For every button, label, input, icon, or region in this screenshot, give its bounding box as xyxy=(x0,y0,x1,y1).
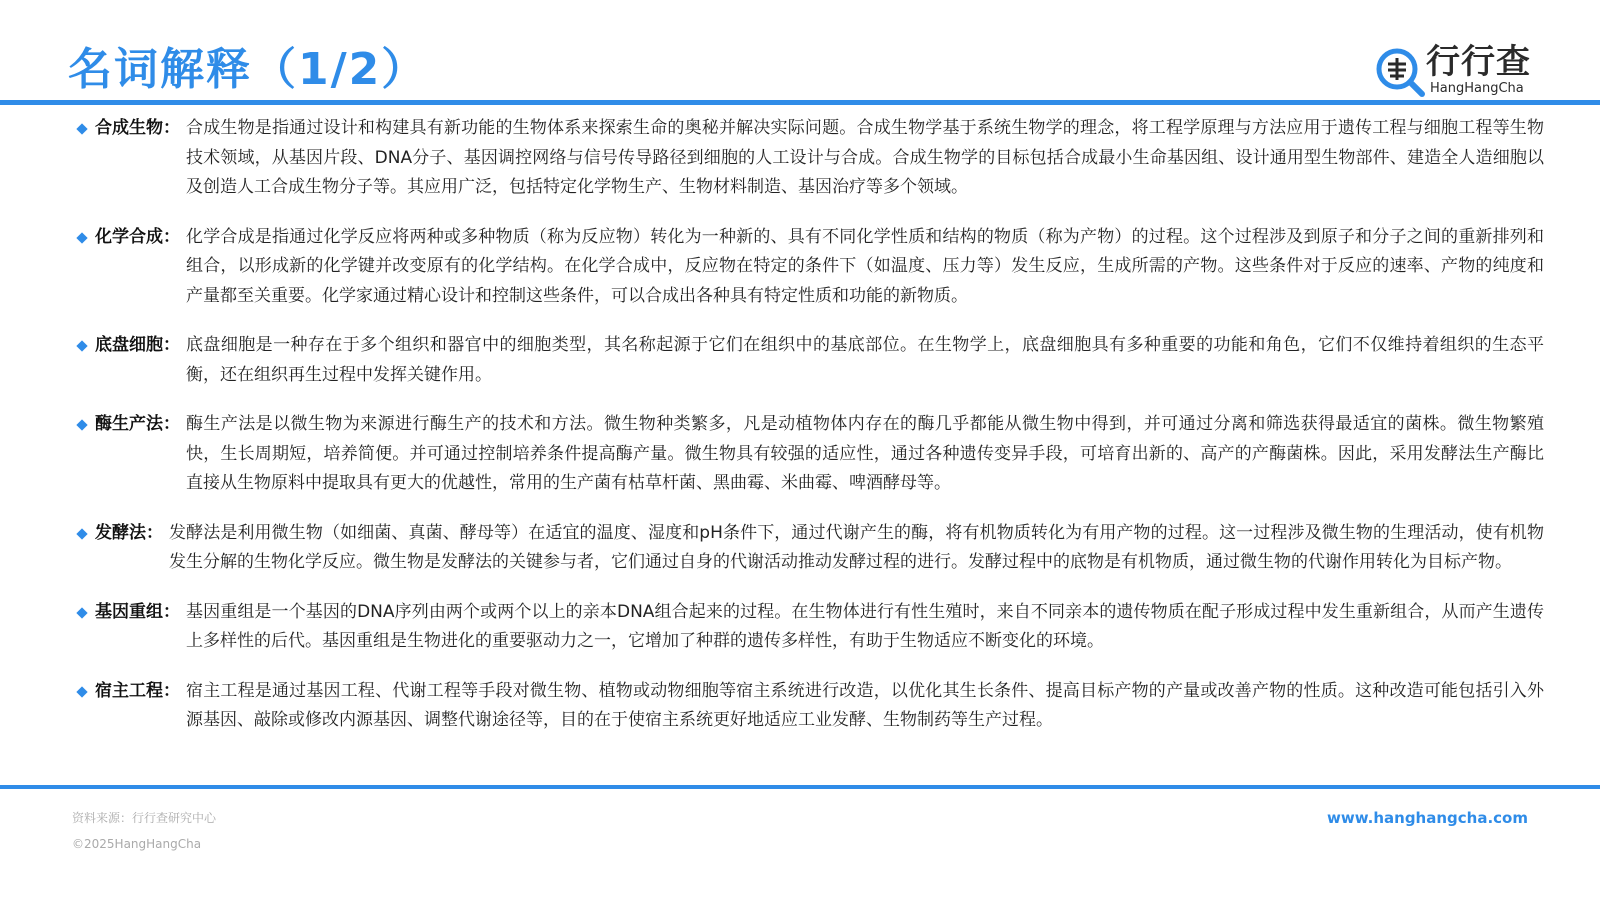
glossary-entry: 基因重组 ： 基因重组是一个基因的DNA序列由两个或两个以上的亲本DNA组合起来的过程。在生物体进行有性生殖时，来自不同亲本的遗传物质在配子形成过程中发生重新组合，从而产生遗传上多样性的后代。基因重组是生物进化的重要驱动力之一，它增加了种群的遗传多样性，有助于生物适应不断变化的环境。 xyxy=(74,598,1544,657)
footer-divider xyxy=(0,785,1600,789)
glossary-term: 宿主工程 xyxy=(95,680,163,701)
glossary-entry: 底盘细胞 ： 底盘细胞是一种存在于多个组织和器官中的细胞类型，其名称起源于它们在组织中的基底部位。在生物学上，底盘细胞具有多种重要的功能和角色，它们不仅维持着组织的生态平衡，还在组织再生过程中发挥关键作用。 xyxy=(74,331,1544,390)
glossary-entry: 合成生物 ： 合成生物是指通过设计和构建具有新功能的生物体系来探索生命的奥秘并解决实际问题。合成生物学基于系统生物学的理念，将工程学原理与方法应用于遗传工程与细胞工程等生物技术领域，从基因片段、DNA分子、基因调控网络与信号传导路径到细胞的人工设计与合成。合成生物学的目标包括合成最小生命基因组、设计通用型生物部件、建造全人造细胞以及创造人工合成生物分子等。其应用广泛，包括特定化学物生产、生物材料制造、基因治疗等多个领域。 xyxy=(74,114,1544,203)
diamond-bullet-icon xyxy=(76,528,87,539)
glossary-definition: 基因重组是一个基因的DNA序列由两个或两个以上的亲本DNA组合起来的过程。在生物体进行有性生殖时，来自不同亲本的遗传物质在配子形成过程中发生重新组合，从而产生遗传上多样性的后代。基因重组是生物进化的重要驱动力之一，它增加了种群的遗传多样性，有助于生物适应不断变化的环境。 xyxy=(186,601,1544,651)
glossary-definition: 宿主工程是通过基因工程、代谢工程等手段对微生物、植物或动物细胞等宿主系统进行改造，以优化其生长条件、提高目标产物的产量或改善产物的性质。这种改造可能包括引入外源基因、敲除或修改内源基因、调整代谢途径等，目的在于使宿主系统更好地适应工业发酵、生物制药等生产过程。 xyxy=(186,680,1544,730)
glossary-definition: 合成生物是指通过设计和构建具有新功能的生物体系来探索生命的奥秘并解决实际问题。合成生物学基于系统生物学的理念，将工程学原理与方法应用于遗传工程与细胞工程等生物技术领域，从基因片段、DNA分子、基因调控网络与信号传导路径到细胞的人工设计与合成。合成生物学的目标包括合成最小生命基因组、设计通用型生物部件、建造全人造细胞以及创造人工合成生物分子等。其应用广泛，包括特定化学物生产、生物材料制造、基因治疗等多个领域。 xyxy=(186,118,1544,197)
glossary-list xyxy=(74,114,1544,756)
glossary-entry: 发酵法 ： 发酵法是利用微生物（如细菌、真菌、酵母等）在适宜的温度、湿度和pH条件下，通过代谢产生的酶，将有机物质转化为有用产物的过程。这一过程涉及微生物的生理活动，使有机物发生分解的生物化学反应。微生物是发酵法的关键参与者，它们通过自身的代谢活动推动发酵过程的进行。发酵过程中的底物是有机物质，通过微生物的代谢作用转化为目标产物。 xyxy=(74,519,1544,578)
glossary-entry: 酶生产法 ： 酶生产法是以微生物为来源进行酶生产的技术和方法。微生物种类繁多，凡是动植物体内存在的酶几乎都能从微生物中得到，并可通过分离和筛选获得最适宜的菌株。微生物繁殖快，生长周期短，培养简便。并可通过控制培养条件提高酶产量。微生物具有较强的适应性，通过各种遗传变异手段，可培育出新的、高产的产酶菌株。因此，采用发酵法生产酶比直接从生物原料中提取具有更大的优越性，常用的生产菌有枯草杆菌、黑曲霉、米曲霉、啤酒酵母等。 xyxy=(74,410,1544,499)
website-link[interactable]: www.hanghangcha.com xyxy=(1327,809,1528,827)
page-title: 名词解释（1/2） xyxy=(68,44,428,95)
glossary-term: 合成生物 xyxy=(95,118,163,138)
glossary-term: 化学合成 xyxy=(95,226,163,247)
copyright-note: ©2025HangHangCha xyxy=(72,837,202,851)
diamond-bullet-icon xyxy=(76,232,87,243)
header-divider xyxy=(0,100,1600,105)
glossary-term: 发酵法 xyxy=(95,522,146,543)
diamond-bullet-icon xyxy=(76,419,87,430)
source-note: 资料来源：行行查研究中心 xyxy=(72,811,217,825)
logo-subtext: HangHangCha xyxy=(1430,81,1524,96)
glossary-definition: 化学合成是指通过化学反应将两种或多种物质（称为反应物）转化为一种新的、具有不同化学性质和结构的物质（称为产物）的过程。这个过程涉及到原子和分子之间的重新排列和组合，以形成新的化学键并改变原有的化学结构。在化学合成中，反应物在特定的条件下（如温度、压力等）发生反应，生成所需的产物。这些条件对于反应的速率、产物的纯度和产量都至关重要。化学家通过精心设计和控制这些条件，可以合成出各种具有特定性质和功能的新物质。 xyxy=(186,226,1544,306)
glossary-definition: 酶生产法是以微生物为来源进行酶生产的技术和方法。微生物种类繁多，凡是动植物体内存在的酶几乎都能从微生物中得到，并可通过分离和筛选获得最适宜的菌株。微生物繁殖快，生长周期短，培养简便。并可通过控制培养条件提高酶产量。微生物具有较强的适应性，通过各种遗传变异手段，可培育出新的、高产的产酶菌株。因此，采用发酵法生产酶比直接从生物原料中提取具有更大的优越性，常用的生产菌有枯草杆菌、黑曲霉、米曲霉、啤酒酵母等。 xyxy=(186,414,1544,493)
glossary-term: 基因重组 xyxy=(95,601,163,622)
glossary-definition: 底盘细胞是一种存在于多个组织和器官中的细胞类型，其名称起源于它们在组织中的基底部位。在生物学上，底盘细胞具有多种重要的功能和角色，它们不仅维持着组织的生态平衡，还在组织再生过程中发挥关键作用。 xyxy=(186,335,1544,385)
logo-text: 行行查 xyxy=(1426,42,1531,82)
diamond-bullet-icon xyxy=(76,607,87,618)
brand-logo xyxy=(1372,40,1542,100)
glossary-definition: 发酵法是利用微生物（如细菌、真菌、酵母等）在适宜的温度、湿度和pH条件下，通过代谢产生的酶，将有机物质转化为有用产物的过程。这一过程涉及微生物的生理活动，使有机物发生分解的生物化学反应。微生物是发酵法的关键参与者，它们通过自身的代谢活动推动发酵过程的进行。发酵过程中的底物是有机物质，通过微生物的代谢作用转化为目标产物。 xyxy=(169,522,1544,572)
glossary-entry: 化学合成 ： 化学合成是指通过化学反应将两种或多种物质（称为反应物）转化为一种新的、具有不同化学性质和结构的物质（称为产物）的过程。这个过程涉及到原子和分子之间的重新排列和组合，以形成新的化学键并改变原有的化学结构。在化学合成中，反应物在特定的条件下（如温度、压力等）发生反应，生成所需的产物。这些条件对于反应的速率、产物的纯度和产量都至关重要。化学家通过精心设计和控制这些条件，可以合成出各种具有特定性质和功能的新物质。 xyxy=(74,223,1544,312)
diamond-bullet-icon xyxy=(76,686,87,697)
glossary-term: 酶生产法 xyxy=(95,414,163,434)
magnifier-logo-icon xyxy=(1372,44,1426,98)
diamond-bullet-icon xyxy=(76,340,87,351)
glossary-term: 底盘细胞 xyxy=(95,335,163,355)
glossary-entry: 宿主工程 ： 宿主工程是通过基因工程、代谢工程等手段对微生物、植物或动物细胞等宿主系统进行改造，以优化其生长条件、提高目标产物的产量或改善产物的性质。这种改造可能包括引入外源基因、敲除或修改内源基因、调整代谢途径等，目的在于使宿主系统更好地适应工业发酵、生物制药等生产过程。 xyxy=(74,677,1544,736)
diamond-bullet-icon xyxy=(76,123,87,134)
